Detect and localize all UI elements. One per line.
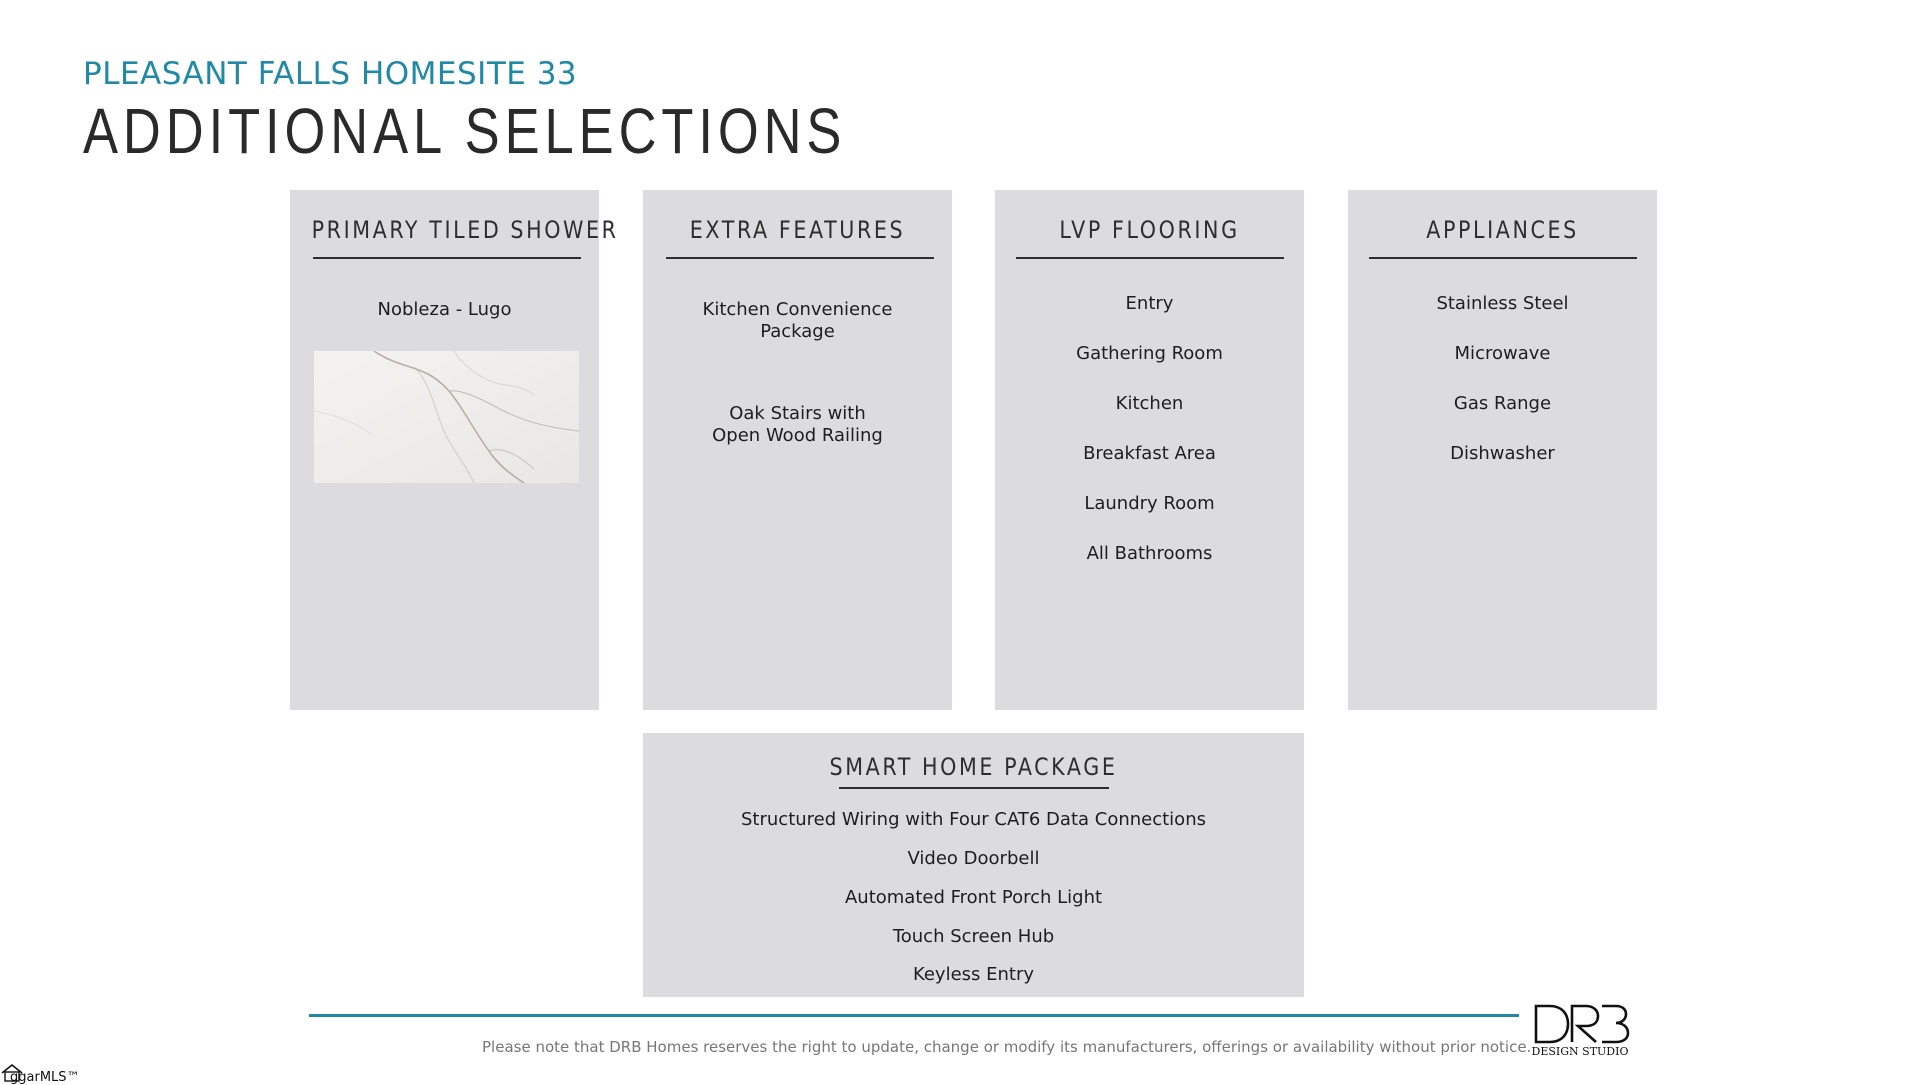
card-item: Video Doorbell: [907, 848, 1040, 869]
card-divider: [839, 787, 1109, 789]
mls-watermark: [0, 1062, 110, 1084]
card-item: Keyless Entry: [912, 964, 1035, 985]
card-item: Stainless Steel: [1436, 293, 1569, 314]
card-divider: [313, 257, 581, 259]
card-item: Oak Stairs with Open Wood Railing: [712, 403, 883, 446]
drb-design-studio-logo: [1530, 1002, 1630, 1062]
card-item: Gas Range: [1453, 393, 1552, 414]
card-heading: LVP FLOORING: [1059, 216, 1240, 244]
card-item: Structured Wiring with Four CAT6 Data Connections: [741, 809, 1206, 830]
card-item: Kitchen: [1115, 393, 1184, 414]
page-title: ADDITIONAL SELECTIONS: [83, 95, 847, 167]
card-divider: [1016, 257, 1284, 259]
marble-tile-swatch: [314, 351, 579, 483]
card-item: Nobleza - Lugo: [377, 299, 512, 320]
card-divider: [666, 257, 934, 259]
card-item: Dishwasher: [1450, 443, 1555, 464]
card-heading: SMART HOME PACKAGE: [829, 753, 1118, 781]
card-item: Kitchen Convenience Package: [702, 299, 893, 342]
card-lvp-flooring: [995, 190, 1304, 710]
card-item: Breakfast Area: [1083, 443, 1216, 464]
card-item: Automated Front Porch Light: [844, 887, 1103, 908]
page-subtitle: PLEASANT FALLS HOMESITE 33: [83, 56, 578, 92]
card-appliances: [1348, 190, 1657, 710]
card-heading: EXTRA FEATURES: [689, 216, 906, 244]
card-divider: [1369, 257, 1637, 259]
card-extra-features: [643, 190, 952, 710]
drb-logo-mark: [1530, 1002, 1630, 1044]
card-item: Laundry Room: [1084, 493, 1215, 514]
card-item: All Bathrooms: [1086, 543, 1213, 564]
card-primary-tiled-shower: [290, 190, 619, 710]
card-item: Gathering Room: [1076, 343, 1223, 364]
card-heading: APPLIANCES: [1426, 216, 1579, 244]
footer-disclaimer: Please note that DRB Homes reserves the right to update, change or modify its manufacturers, offerings or availability without prior notice.: [482, 1038, 1532, 1056]
card-item: Entry: [1125, 293, 1174, 314]
card-item: Microwave: [1454, 343, 1551, 364]
mls-watermark-text: ggarMLS™: [10, 1070, 80, 1085]
footer-divider: [309, 1014, 1519, 1017]
card-smart-home-package: [643, 733, 1304, 997]
card-item: Touch Screen Hub: [892, 926, 1055, 947]
card-heading: PRIMARY TILED SHOWER: [311, 216, 619, 244]
logo-subtext: DESIGN STUDIO: [1531, 1045, 1629, 1058]
